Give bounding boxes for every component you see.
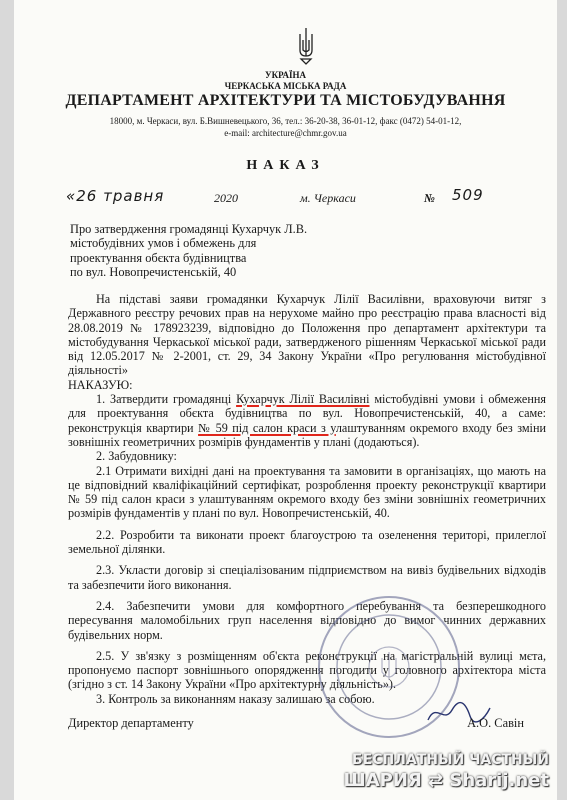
paragraph-1: [68, 392, 546, 449]
paragraph-2-3: 2.3. Укласти договір зі спеціалізованим підприємством на вивіз будівельних відходів та забезпечити його виконання.: [68, 563, 546, 592]
document-page: [14, 0, 557, 800]
p1-text: містобудівні умови і обмеження для проектування обєкта будівництва по вул. Новопречистенській, 40, а саме: реконструкція квартири: [68, 392, 546, 435]
order-place: м. Черкаси: [300, 191, 356, 205]
order-subject: [70, 222, 307, 279]
order-number-label: №: [424, 191, 435, 205]
order-body: [68, 292, 546, 706]
subject-line: Про затвердження громадянці Кухарчук Л.В.: [70, 222, 308, 236]
paragraph-2-2: 2.2. Розробити та виконати проект благоустрою та озеленення територі, прилеглої земельної ділянки.: [68, 527, 546, 557]
subject-line: містобудівних умов і обмежень для: [70, 236, 257, 251]
nakazuyu-heading: НАКАЗУЮ:: [68, 377, 133, 392]
watermark-line-1: БЕСПЛАТНЫЙ ЧАСТНЫЙ: [352, 752, 549, 768]
subject-line: по вул. Новопречистенській, 40: [70, 264, 237, 279]
paragraph-2-5: 2.5. У зв'язку з розміщенням об'єкта реконструкції на магістральній вулиці мєта, пропонуємо паспорт зовнішнього опорядження погодити у головного архітектора міста (згідно з ст. 14 Закону України «Про архітектурну діяльність»).: [68, 648, 546, 692]
applicant-name: Кухарчук Лілії Василівні: [236, 392, 370, 407]
department-email: e-mail: architecture@chmr.gov.ua: [224, 128, 347, 138]
intro-paragraph: На підставі заяви громадянки Кухарчук Лілії Василівни, враховуючи витяг з Державного реєстру речових прав на нерухоме майно про реєстрацію права власності від 28.08.2019 № 178923239, відповідно до Положення про департамент архітектури та містобудування Черкаської міської ради, затвердженого рішенням Черкаської міської ради від 12.05.2017 № 2-2001, ст. 29, 34 Закону України «Про регулювання містобудівної діяльності»: [68, 292, 546, 378]
department-address: 18000, м. Черкаси, вул. Б.Вишневецького, 36, тел.: 36-20-38, 36-01-12, факс (0472) 54-01-12,: [109, 116, 462, 126]
paragraph-3: 3. Контроль за виконанням наказу залишаю за собою.: [96, 691, 375, 706]
document-title: НАКАЗ: [246, 158, 325, 173]
p1-text: лаштуванням окремого входу без зміни зовнішніх геометричних розмірів фундаментів у плані (додаються).: [68, 420, 546, 449]
paragraph-2-4: 2.4. Забезпечити умови для комфортного перебування та безперешкодного пересування маломобільних груп населення відповідно до вимог чинних державних будівельних норм.: [68, 598, 546, 642]
p1-text: 1. Затвердити громадянці: [96, 392, 237, 407]
watermark-line-2: ШАРИЯ ⇄ Sharij.net: [343, 770, 549, 791]
signer-position: Директор департаменту: [68, 716, 194, 730]
paragraph-2-1: 2.1 Отримати вихідні дані на проектування та замовити в організаціях, що мають на це відповідний кваліфікаційний сертифікат, розроблення проекту реконструкції квартири № 59 під салон краси з улаштуванням окремого входу без зміни зовнішніх геометричних розмірів фундаментів у плані по вул. Новопречистенській, 40.: [68, 463, 546, 521]
department-title: ДЕПАРТАМЕНТ АРХІТЕКТУРИ ТА МІСТОБУДУВАННЯ: [65, 92, 506, 109]
trident-emblem-icon: [297, 26, 315, 66]
council-label: ЧЕРКАСЬКА МІСЬКА РАДА: [224, 81, 347, 91]
order-number: 509: [452, 186, 484, 204]
country-label: УКРАЇНА: [265, 70, 306, 80]
order-date: «26 травня: [66, 187, 165, 205]
signature-row: [68, 716, 524, 731]
paragraph-2: 2. Забудовнику:: [96, 449, 177, 464]
signer-name: А.О. Савін: [467, 716, 524, 730]
order-year: 2020: [214, 191, 238, 205]
apartment-reference: № 59 під салон краси з у: [198, 420, 336, 435]
subject-line: проектування обєкта будівництва: [70, 250, 247, 265]
